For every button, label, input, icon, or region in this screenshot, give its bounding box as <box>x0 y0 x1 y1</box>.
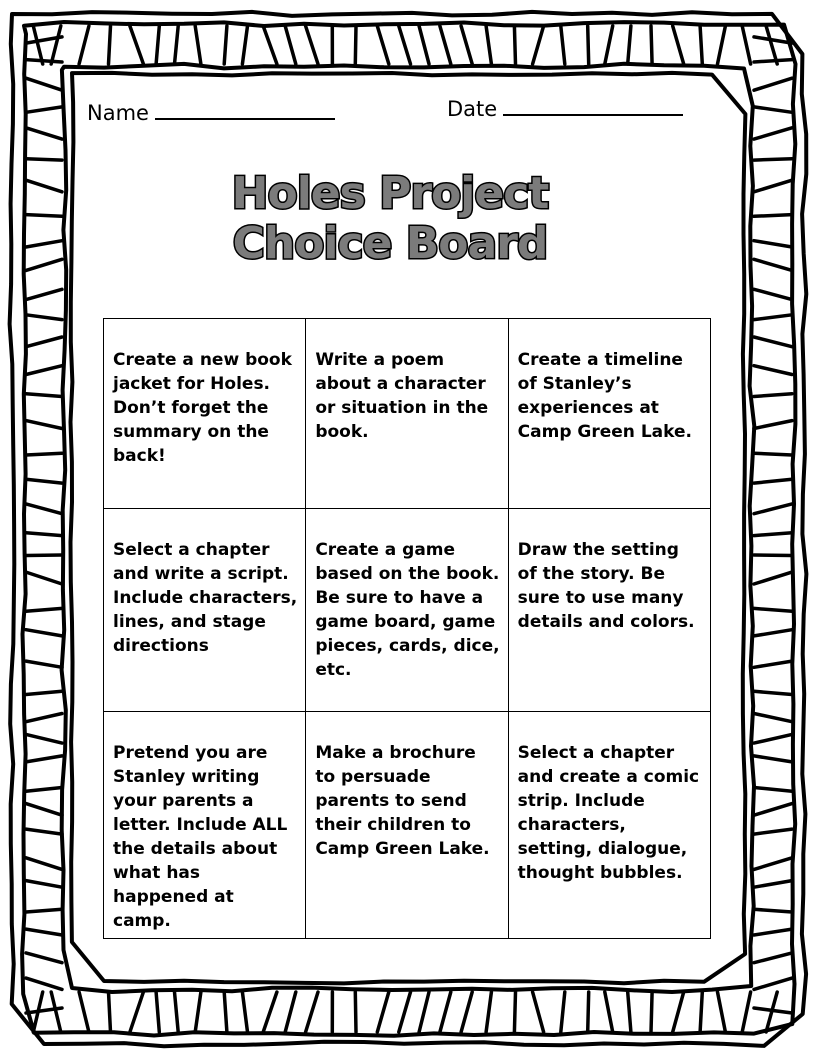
border-tick <box>754 929 792 935</box>
border-tick <box>130 992 144 1032</box>
border-tick <box>26 909 62 912</box>
border-tick <box>742 992 750 1032</box>
border-tick <box>561 992 565 1032</box>
page-title <box>210 160 570 270</box>
border-tick <box>26 714 62 722</box>
border-tick <box>742 26 750 64</box>
border-tick <box>26 366 62 375</box>
border-tick <box>285 992 296 1032</box>
board-cell: Draw the setting of the story. Be sure to use many details and colors. <box>508 509 710 712</box>
border-tick <box>26 788 62 792</box>
border-tick <box>754 60 792 62</box>
border-tick <box>26 241 62 247</box>
border-tick <box>588 26 589 64</box>
border-tick <box>195 26 201 64</box>
border-tick <box>628 26 631 64</box>
border-tick <box>399 26 411 64</box>
border-tick <box>26 78 62 90</box>
date-blank-line[interactable] <box>503 96 683 116</box>
border-tick <box>754 289 792 299</box>
border-tick <box>285 26 296 64</box>
board-row-3 <box>104 712 711 939</box>
border-tick <box>175 26 179 64</box>
border-tick <box>514 26 515 64</box>
border-tick <box>156 992 159 1032</box>
border-tick <box>754 804 792 816</box>
border-tick <box>754 421 792 429</box>
border-tick <box>377 992 389 1032</box>
border-tick <box>440 992 451 1032</box>
border-tick <box>156 26 159 64</box>
border-tick <box>26 804 62 816</box>
border-tick <box>754 215 792 217</box>
border-tick <box>26 337 62 347</box>
border-tick <box>26 929 62 935</box>
border-tick <box>754 504 792 514</box>
border-tick <box>263 26 277 64</box>
border-tick <box>26 953 62 963</box>
border-tick <box>754 366 792 375</box>
border-tick <box>26 479 62 483</box>
border-tick <box>306 992 318 1032</box>
border-tick <box>109 992 111 1032</box>
border-tick <box>533 26 544 64</box>
date-label: Date <box>447 97 498 121</box>
border-tick <box>754 714 792 722</box>
border-tick <box>514 992 515 1032</box>
border-tick <box>651 992 652 1032</box>
border-tick <box>175 992 179 1032</box>
border-tick <box>26 453 62 455</box>
border-tick <box>51 26 61 64</box>
border-tick <box>355 26 356 64</box>
border-tick <box>26 315 62 320</box>
border-tick <box>561 26 565 64</box>
border-tick <box>754 978 792 989</box>
title-line-2: Choice Board <box>232 218 548 269</box>
border-tick <box>26 504 62 514</box>
border-tick <box>224 26 227 64</box>
border-tick <box>754 479 792 483</box>
border-tick <box>754 881 792 888</box>
border-tick <box>26 533 62 536</box>
border-tick <box>355 992 356 1032</box>
border-tick <box>533 992 544 1032</box>
border-tick <box>461 26 472 64</box>
border-tick <box>26 881 62 888</box>
border-tick <box>718 992 726 1032</box>
border-tick <box>754 315 792 320</box>
border-tick <box>26 394 62 397</box>
name-blank-line[interactable] <box>155 100 335 120</box>
border-tick <box>79 992 89 1032</box>
border-tick <box>651 26 652 64</box>
border-tick <box>754 829 792 834</box>
border-tick <box>419 992 429 1032</box>
border-tick <box>673 26 684 64</box>
border-tick <box>130 26 144 64</box>
border-tick <box>26 215 62 217</box>
border-tick <box>26 128 62 139</box>
border-tick <box>109 26 111 64</box>
board-row-2 <box>104 509 711 712</box>
border-tick <box>26 756 62 762</box>
border-tick <box>461 992 472 1032</box>
border-tick <box>588 992 589 1032</box>
board-cell: Make a brochure to persuade parents to send their children to Camp Green Lake. <box>306 712 508 939</box>
border-tick <box>26 858 62 870</box>
border-tick <box>754 180 792 192</box>
board-cell: Write a poem about a character or situation in the book. <box>306 319 508 509</box>
border-tick <box>26 630 62 636</box>
border-tick <box>754 953 792 963</box>
border-tick <box>700 26 702 64</box>
border-tick <box>754 630 792 636</box>
border-tick <box>754 608 792 611</box>
border-tick <box>605 992 613 1032</box>
border-tick <box>26 421 62 429</box>
border-tick <box>754 909 792 912</box>
border-tick <box>486 26 491 64</box>
border-tick <box>754 788 792 792</box>
border-tick <box>26 572 62 584</box>
border-tick <box>419 26 429 64</box>
border-tick <box>754 734 792 743</box>
title-line-1: Holes Project <box>231 168 549 219</box>
border-tick <box>377 26 389 64</box>
border-tick <box>605 26 613 64</box>
border-tick <box>306 26 318 64</box>
board-cell: Create a timeline of Stanley’s experiences at Camp Green Lake. <box>508 319 710 509</box>
border-tick <box>754 1008 792 1013</box>
border-tick <box>673 992 684 1032</box>
border-tick <box>242 992 247 1032</box>
border-tick <box>628 992 631 1032</box>
border-tick <box>26 289 62 299</box>
board-cell: Select a chapter and create a comic strip. Include characters, setting, dialogue, thought bubbles. <box>508 712 710 939</box>
border-tick <box>26 661 62 667</box>
border-tick <box>700 992 702 1032</box>
border-tick <box>486 992 491 1032</box>
border-tick <box>754 78 792 90</box>
border-tick <box>399 992 411 1032</box>
border-tick <box>754 533 792 536</box>
border-tick <box>754 453 792 455</box>
border-tick <box>26 829 62 834</box>
border-tick <box>51 992 61 1032</box>
border-tick <box>766 26 777 64</box>
border-tick <box>754 572 792 584</box>
border-tick <box>754 337 792 347</box>
border-tick <box>754 555 792 556</box>
border-tick <box>754 661 792 667</box>
name-label: Name <box>87 101 149 125</box>
board-row-1 <box>104 319 711 509</box>
border-tick <box>26 259 62 270</box>
border-tick <box>26 978 62 989</box>
border-tick <box>718 26 726 64</box>
border-tick <box>26 691 62 694</box>
board-cell: Select a chapter and write a script. Include characters, lines, and stage directions <box>104 509 306 712</box>
border-tick <box>242 26 247 64</box>
border-tick <box>754 107 792 112</box>
border-tick <box>26 60 62 62</box>
border-tick <box>26 555 62 556</box>
border-tick <box>26 107 62 112</box>
board-cell: Pretend you are Stanley writing your parents a letter. Include ALL the details about what has happened at camp. <box>104 712 306 939</box>
board-cell: Create a new book jacket for Holes. Don’t forget the summary on the back! <box>104 319 306 509</box>
border-tick <box>33 26 42 64</box>
border-tick <box>440 26 451 64</box>
date-field[interactable] <box>447 96 683 121</box>
border-tick <box>26 734 62 743</box>
border-tick <box>754 756 792 762</box>
border-tick <box>754 241 792 247</box>
border-tick <box>754 691 792 694</box>
border-tick <box>754 858 792 870</box>
border-tick <box>79 26 89 64</box>
border-tick <box>195 992 201 1032</box>
border-tick <box>263 992 277 1032</box>
border-tick <box>26 159 62 160</box>
choice-board-table <box>103 318 711 939</box>
board-cell: Create a game based on the book. Be sure to have a game board, game pieces, cards, dice, etc. <box>306 509 508 712</box>
border-tick <box>754 259 792 270</box>
border-tick <box>754 394 792 397</box>
border-tick <box>754 159 792 160</box>
border-tick <box>26 608 62 611</box>
border-tick <box>224 992 227 1032</box>
name-field[interactable] <box>87 100 335 125</box>
border-tick <box>26 180 62 192</box>
border-tick <box>754 128 792 139</box>
